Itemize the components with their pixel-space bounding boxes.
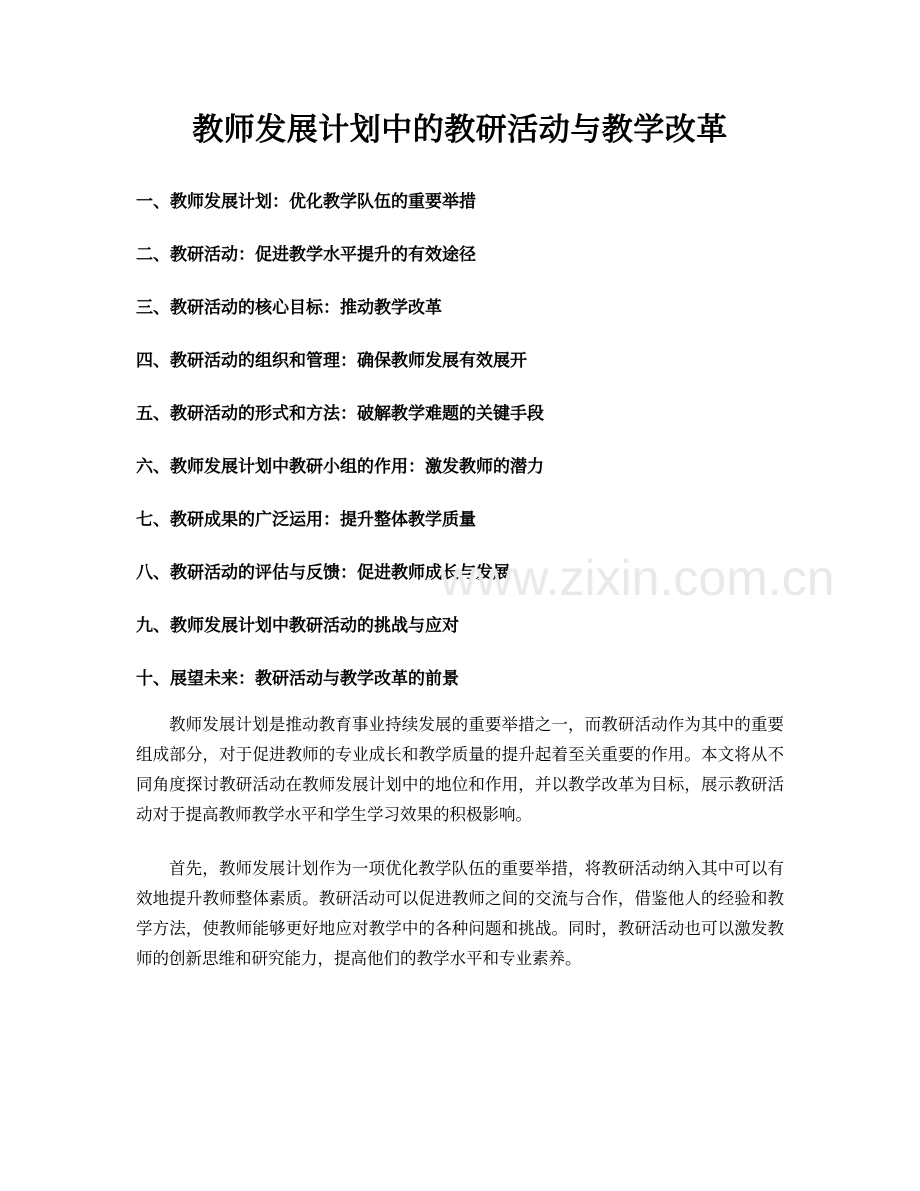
watermark: www.zixin.com.cn [440,550,835,606]
toc-item: 八、教研活动的评估与反馈：促进教师成长与发展 [136,563,510,583]
toc-item: 三、教研活动的核心目标：推动教学改革 [136,298,442,318]
toc-item: 四、教研活动的组织和管理：确保教师发展有效展开 [136,351,527,371]
toc-item: 五、教研活动的形式和方法：破解教学难题的关键手段 [136,404,544,424]
toc-item: 十、展望未来：教研活动与教学改革的前景 [136,669,459,689]
document-title: 教师发展计划中的教研活动与教学改革 [192,112,728,148]
paragraph: 首先，教师发展计划作为一项优化教学队伍的重要举措，将教研活动纳入其中可以有效地提升教师整体素质。教研活动可以促进教师之间的交流与合作，借鉴他人的经验和教学方法，使教师能够更好地应对教学中的各种问题和挑战。同时，教研活动也可以激发教师的创新思维和研究能力，提高他们的教学水平和专业素养。 [136,859,784,968]
toc-item: 七、教研成果的广泛运用：提升整体教学质量 [136,510,476,530]
paragraph: 教师发展计划是推动教育事业持续发展的重要举措之一，而教研活动作为其中的重要组成部分，对于促进教师的专业成长和教学质量的提升起着至关重要的作用。本文将从不同角度探讨教研活动在教师发展计划中的地位和作用，并以教学改革为目标，展示教研活动对于提高教师教学水平和学生学习效果的积极影响。 [136,715,784,824]
table-of-contents [136,186,835,716]
toc-item: 六、教师发展计划中教研小组的作用：激发教师的潜力 [136,457,544,477]
toc-item: 二、教研活动：促进教学水平提升的有效途径 [136,245,476,265]
toc-item: 一、教师发展计划：优化教学队伍的重要举措 [136,192,476,212]
body-text [136,710,784,998]
toc-item: 九、教师发展计划中教研活动的挑战与应对 [136,616,459,636]
